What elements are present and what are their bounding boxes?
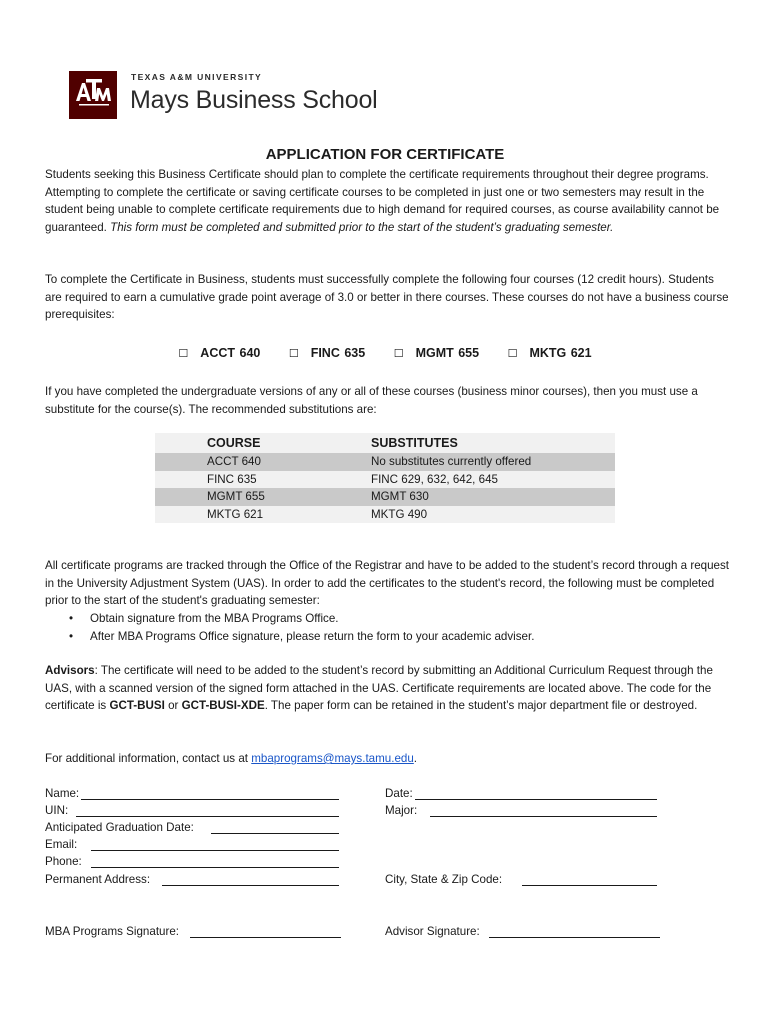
- graduation-date-field[interactable]: [211, 833, 339, 834]
- course-cell: MGMT 655: [155, 488, 371, 506]
- substitute-cell: MGMT 630: [371, 488, 615, 506]
- school-name: Mays Business School: [130, 86, 378, 114]
- table-row: [155, 471, 615, 489]
- course-item[interactable]: [388, 346, 485, 360]
- substitute-paragraph: If you have completed the undergraduate versions of any or all of these courses (business minor courses), then you must use a substitute for the course(s). The recommended substitutions are:: [45, 385, 698, 416]
- page-title: APPLICATION FOR CERTIFICATE: [265, 146, 505, 163]
- course-label: MGMT 655: [415, 346, 480, 360]
- substitution-table: [155, 433, 615, 523]
- or-text: or: [164, 699, 182, 713]
- mba-signature-label: MBA Programs Signature:: [45, 925, 180, 938]
- contact-suffix: .: [413, 752, 418, 765]
- substitute-cell: MKTG 490: [371, 506, 615, 524]
- graduation-date-label: Anticipated Graduation Date:: [45, 821, 194, 834]
- intro-paragraph: [45, 166, 730, 236]
- course-cell: MKTG 621: [155, 506, 371, 524]
- texas-am-logo-icon: [69, 71, 117, 119]
- city-state-zip-label: City, State & Zip Code:: [385, 873, 503, 886]
- advisors-text-end: . The paper form can be retained in the student’s major department file or destroyed.: [264, 699, 698, 713]
- email-field[interactable]: [91, 850, 339, 851]
- table-header-row: [155, 433, 615, 453]
- advisor-signature-label: Advisor Signature:: [385, 925, 480, 938]
- phone-field[interactable]: [91, 867, 339, 868]
- column-header-course: COURSE: [155, 433, 371, 453]
- table-row: [155, 506, 615, 524]
- major-label: Major:: [385, 804, 418, 817]
- date-label: Date:: [385, 787, 413, 800]
- advisors-text: : The certificate will need to be added to the student’s record by submitting an Additional Curriculum Request through the UAS, with a scanned version of the signed form attached in the UAS. Certificate requirements are located above. The code for the certificate is: [45, 664, 713, 713]
- date-field[interactable]: [415, 799, 657, 800]
- email-label: Email:: [45, 838, 78, 851]
- course-item[interactable]: [172, 346, 266, 360]
- uin-label: UIN:: [45, 804, 69, 817]
- table-row: [155, 453, 615, 471]
- advisors-paragraph: [45, 662, 730, 715]
- course-cell: FINC 635: [155, 471, 371, 489]
- list-item: • Obtain signature from the MBA Programs Office.: [45, 610, 534, 628]
- course-cell: ACCT 640: [155, 453, 371, 471]
- course-label: ACCT 640: [200, 346, 261, 360]
- phone-label: Phone:: [45, 855, 82, 868]
- name-label: Name:: [45, 787, 80, 800]
- advisor-signature-field[interactable]: [489, 937, 660, 938]
- course-label: MKTG 621: [529, 346, 592, 360]
- course-label: FINC 635: [310, 346, 366, 360]
- intro-emphasis: This form must be completed and submitted prior to the start of the student’s graduating semester.: [110, 220, 614, 234]
- email-link[interactable]: mbaprograms@mays.tamu.edu: [251, 752, 414, 765]
- address-field[interactable]: [162, 885, 339, 886]
- city-state-zip-field[interactable]: [522, 885, 657, 886]
- registrar-paragraph: All certificate programs are tracked through the Office of the Registrar and have to be added to the student’s record through a request in the University Adjustment System (UAS). In order to add the certificates to the student's record, the following must be completed prior to the start of the student's graduating semester:: [45, 559, 730, 608]
- checkbox-icon[interactable]: ☐: [393, 348, 404, 360]
- checkbox-icon[interactable]: ☐: [507, 348, 518, 360]
- substitute-cell: FINC 629, 632, 642, 645: [371, 471, 615, 489]
- major-field[interactable]: [430, 816, 657, 817]
- certificate-code: GCT-BUSI: [109, 699, 165, 713]
- requirements-paragraph: To complete the Certificate in Business, students must successfully complete the following four courses (12 credit hours). Students are required to earn a cumulative grade point average of 3.0 or better in there courses. These courses do not have a business course prerequisites:: [45, 273, 729, 322]
- intro-text: Students seeking this Business Certificate should plan to complete the certificate requirements throughout their degree programs. Attempting to complete the certificate or saving certificate courses to be completed in just one or two semesters may result in the student being unable to complete certificate requirements due to high demand for required courses, as course availability cannot be guaranteed.: [45, 168, 720, 234]
- contact-paragraph: [45, 750, 730, 768]
- certificate-code-xde: GCT-BUSI-XDE: [181, 699, 265, 713]
- name-field[interactable]: [81, 799, 339, 800]
- table-row: [155, 488, 615, 506]
- university-name: TEXAS A&M UNIVERSITY: [131, 72, 263, 82]
- column-header-substitutes: SUBSTITUTES: [371, 433, 615, 453]
- contact-prefix: For additional information, contact us at: [45, 752, 252, 765]
- address-label: Permanent Address:: [45, 873, 151, 886]
- mba-signature-field[interactable]: [190, 937, 341, 938]
- course-item[interactable]: [283, 346, 371, 360]
- checkbox-icon[interactable]: ☐: [288, 348, 299, 360]
- uin-field[interactable]: [76, 816, 339, 817]
- course-item[interactable]: [502, 346, 598, 360]
- advisors-label: Advisors: [45, 664, 95, 677]
- checkbox-icon[interactable]: ☐: [178, 348, 189, 360]
- course-checklist: [0, 346, 770, 360]
- list-item: • After MBA Programs Office signature, please return the form to your academic adviser.: [45, 628, 534, 646]
- steps-list: [45, 610, 534, 645]
- substitute-cell: No substitutes currently offered: [371, 453, 615, 471]
